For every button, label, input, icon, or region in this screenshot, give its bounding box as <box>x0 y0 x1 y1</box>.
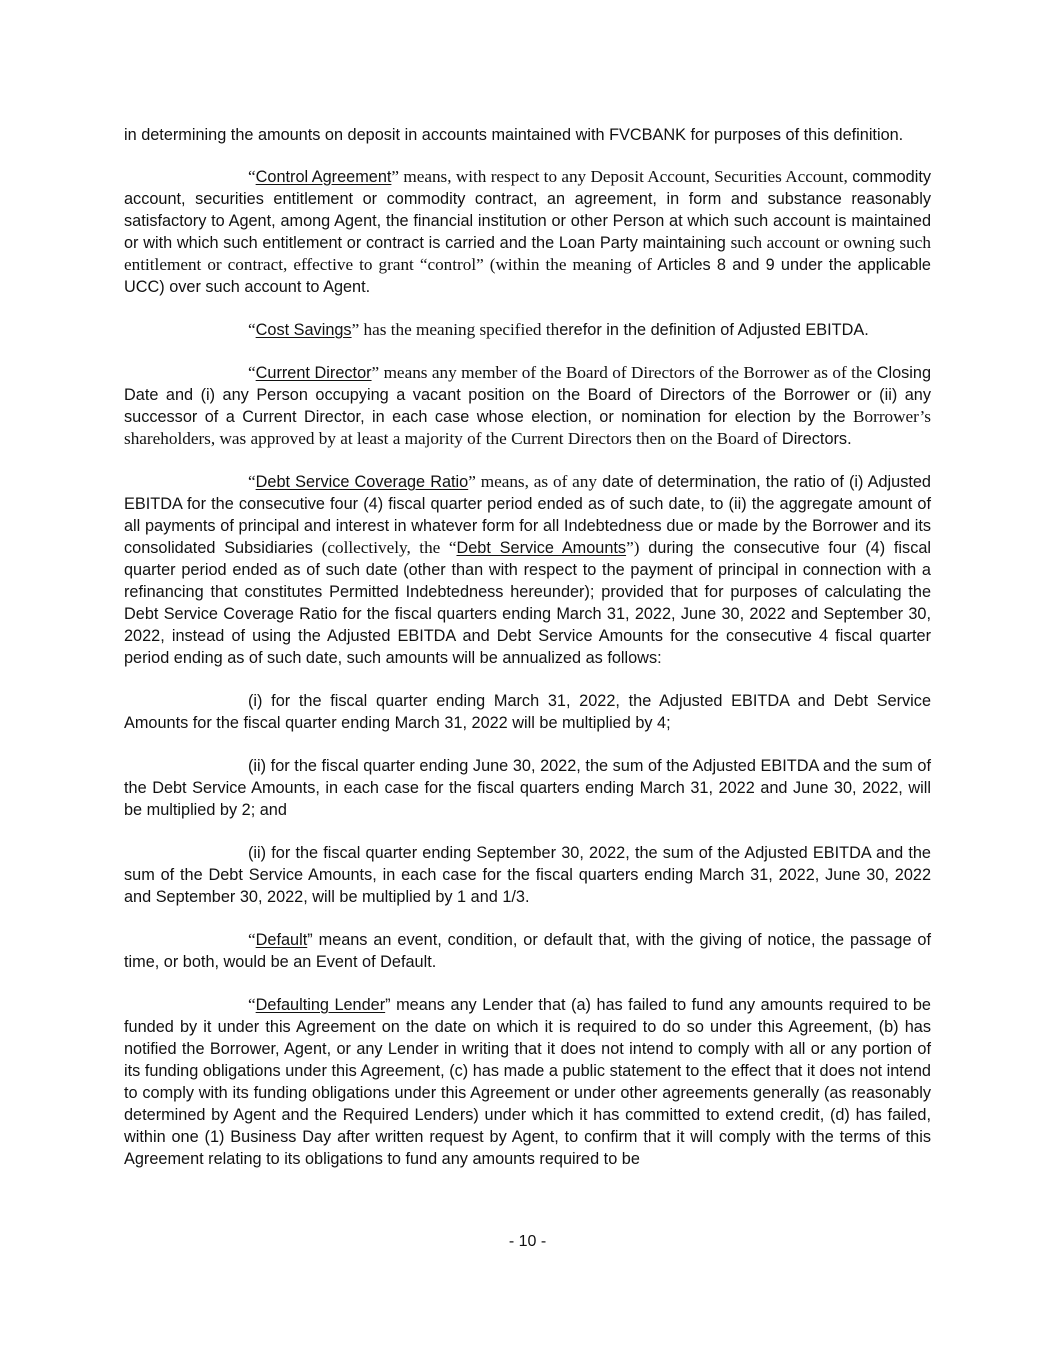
definition-defaulting-lender <box>124 994 931 1170</box>
defined-term: Debt Service Coverage Ratio <box>255 473 469 491</box>
clause-text: (ii) for the fiscal quarter ending June 30, 2022, the sum of the Adjusted EBITDA and the sum of the Debt Service Amounts, in each case for the fiscal quarters ending March 31, 2022 and June 30, 2022, will be multiplied by 2; and <box>124 757 931 819</box>
open-quote: “ <box>248 167 256 186</box>
definition-serif-run-3: ”) <box>626 538 640 557</box>
open-quote: “ <box>248 472 256 491</box>
clause-ii-september <box>124 842 931 908</box>
open-quote: “ <box>248 930 256 949</box>
defined-term: Cost Savings <box>255 321 352 339</box>
definition-cost-savings <box>124 319 931 341</box>
definition-control-agreement <box>124 166 931 298</box>
paragraph-text: in determining the amounts on deposit in accounts maintained with FVCBANK for purposes of this definition. <box>124 126 904 144</box>
definition-serif-run-2: (collectively, the “ <box>321 538 457 557</box>
definition-tail: erefor in the definition of Adjusted EBITDA. <box>559 321 869 339</box>
definition-serif-run: such account or owning such entitlement or contract, effective to grant “control” (within the meaning of <box>124 233 931 274</box>
defined-term: Current Director <box>255 364 372 382</box>
defined-term-debt-service-amounts: Debt Service Amounts <box>456 539 627 557</box>
definition-tail: during the consecutive four (4) fiscal quarter period ended as of such date (other than with respect to the payment of principal in connection with a refinancing that constitutes Permitted Indebtedness hereunder); provided that for purposes of calculating the Debt Service Coverage Ratio for the fiscal quarters ending March 31, 2022, June 30, 2022 and September 30, 2022, instead of using the Adjusted EBITDA and Debt Service Amounts for the consecutive 4 fiscal quarter period ending as of such date, such amounts will be annualized as follows: <box>124 539 932 667</box>
definition-tail: Articles 8 and 9 under the applicable UCC) over such account to Agent. <box>124 256 931 296</box>
paragraph-continuation <box>124 124 931 146</box>
open-quote: “ <box>248 363 256 382</box>
open-quote: “ <box>248 320 256 339</box>
definition-tail: Directors. <box>777 430 852 448</box>
definition-body: commodity account, securities entitlement or commodity contract, an agreement, in form and substance reasonably satisfactory to Agent, among Agent, the financial institution or other Person at which such account is maintained or with which such entitlement or contract is carried and the Loan Party maintaining <box>124 168 931 252</box>
definition-serif-run: ” has the meaning specified th <box>351 320 560 339</box>
clause-ii-june <box>124 755 931 821</box>
definition-debt-service-coverage-ratio <box>124 471 931 669</box>
definition-tail: ” means any Lender that (a) has failed to fund any amounts required to be funded by it under this Agreement on the date on which it is required to do so under this Agreement, (b) has notified the Borrower, Agent, or any Lender in writing that it does not intend to comply with all or any portion of its funding obligations under this Agreement, (c) has made a public statement to the effect that it does not intend to comply with its funding obligations under this Agreement or under other agreements generally (as reasonably determined by Agent and the Required Lenders) under which it has committed to extend credit, (d) has failed, within one (1) Business Day after written request by Agent, to confirm that it will comply with the terms of this Agreement relating to its obligations to fund any amounts required to be <box>124 996 931 1168</box>
definition-default <box>124 929 931 973</box>
definition-tail: ” means an event, condition, or default that, with the giving of notice, the passage of time, or both, would be an Event of Default. <box>124 931 931 971</box>
open-quote: “ <box>248 995 256 1014</box>
defined-term: Control Agreement <box>255 168 392 186</box>
definition-serif-run: ” means, as of any <box>468 472 597 491</box>
clause-i <box>124 690 931 734</box>
clause-text: (ii) for the fiscal quarter ending September 30, 2022, the sum of the Adjusted EBITDA and the sum of the Debt Service Amounts, in each case for the fiscal quarters ending March 31, 2022, June 30, 2022 and September 30, 2022, will be multiplied by 1 and 1/3. <box>124 844 931 906</box>
definition-body: date of determination, the ratio of (i) Adjusted EBITDA for the consecutive four (4) fiscal quarter period ended as of such date, to (ii) the aggregate amount of all payments of principal and interest in whatever form for all Indebtedness due or made by the Borrower and its consolidated Subsidiaries <box>124 473 931 557</box>
definition-current-director <box>124 362 931 450</box>
defined-term: Defaulting Lender <box>255 996 386 1014</box>
defined-term: Default <box>255 931 308 949</box>
page-number: - 10 - <box>508 1233 547 1250</box>
clause-text: (i) for the fiscal quarter ending March 31, 2022, the Adjusted EBITDA and Debt Service Amounts for the fiscal quarter ending March 31, 2022 will be multiplied by 4; <box>124 692 931 732</box>
definition-lead: ” means, with respect to any Deposit Account, Securities Account, <box>391 167 848 186</box>
definition-serif-run-2: Borrower’s shareholders, was approved by at least a majority of the Current Directors then on the Board of <box>124 407 931 448</box>
definition-body: Closing Date and (i) any Person occupying a vacant position on the Board of Directors of the Borrower or (ii) any successor of a Current Director, in each case whose election, or nomination for election by the <box>124 364 931 426</box>
definition-serif-run: ” means any member of the Board of Directors of the Borrower as of the <box>371 363 873 382</box>
document-body <box>124 124 931 1191</box>
